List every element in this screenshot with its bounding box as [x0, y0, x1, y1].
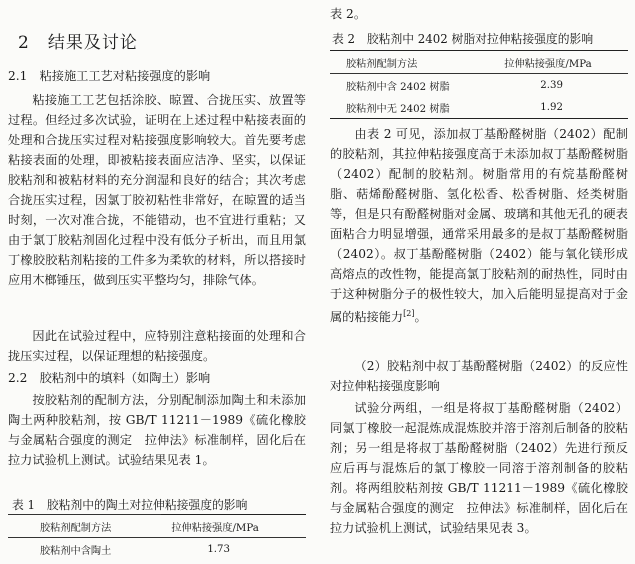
- subsection-2-2-title: 2.2 胶粘剂中的填料（如陶土）影响: [8, 371, 211, 385]
- table2-row1-strength: 2.39: [540, 79, 563, 91]
- table2-row2-method: 胶粘剂中无 2402 树脂: [330, 96, 494, 119]
- table1-header-method: 胶粘剂配制方法: [8, 515, 161, 538]
- table2-header-strength: 拉伸粘接强度/MPa: [494, 51, 628, 74]
- table-row: [330, 96, 628, 119]
- table2-row2-strength: 1.92: [494, 96, 628, 119]
- table2-row1-method: 胶粘剂中含 2402 树脂: [346, 81, 450, 93]
- continued-line: 表 2。: [330, 7, 367, 21]
- table1-cell-method: 胶粘剂中含陶土: [8, 538, 161, 561]
- paragraph-2-1-a: 粘接施工工艺包括涂胶、晾置、合拢压实、放置等过程。但经过多次试验，证明在上述过程中粘接表面的处理和合拢压实过程对粘接强度影响较大。首先要考虑粘接表面的处理，即被粘接表面应洁净、坚实，以保证胶粘剂和被粘材料的充分润湿和良好的结合；其次考虑合拢压实过程，因氯丁胶初粘性非常好，在晾置的适当时刻，一次对准合拢，不能错动，也不宜进行重粘；又由于氯丁胶粘剂固化过程中没有低分子析出，而且用氯丁橡胶胶粘剂粘接的工件多为柔软的材料，所以搭接时应用木榔锤压，做到压实平整均匀，排除气体。: [8, 93, 306, 287]
- paragraph-2-2: 按胶粘剂的配制方法，分别配制添加陶土和未添加陶土两种胶粘剂，按 GB/T 11211－1989《硫化橡胶与金属粘合强度的测定 拉伸法》标准制样，固化后在拉力试验机上测试。试验结果见表 1。: [8, 393, 306, 467]
- table2-header-method: 胶粘剂配制方法: [330, 51, 494, 74]
- subsection-reactivity-title: （2）胶粘剂中叔丁基酚醛树脂（2402）的反应性对拉伸粘接强度影响: [330, 359, 628, 393]
- table1: [8, 514, 306, 560]
- table2-caption: 表 2 胶粘剂中 2402 树脂对拉伸粘接强度的影响: [332, 32, 594, 46]
- paragraph-2-1-b: 因此在试验过程中，应特别注意粘接面的处理和合拢压实过程，以保证理想的粘接强度。: [8, 329, 306, 363]
- paragraph-table2-end: 。: [414, 310, 427, 325]
- table1-caption: 表 1 胶粘剂中的陶土对拉伸粘接强度的影响: [12, 498, 248, 512]
- subsection-2-1-title: 2.1 粘接施工工艺对粘接强度的影响: [8, 69, 211, 83]
- table1-cell-strength: 1.73: [161, 538, 306, 561]
- table1-header-strength: 拉伸粘接强度/MPa: [161, 515, 306, 538]
- paragraph-reactivity: 试验分两组，一组是将叔丁基酚醛树脂（2402）同氯丁橡胶一起混炼成混炼胶并溶于溶剂后制备的胶粘剂；另一组是将叔丁基酚醛树脂（2402）先进行预反应后再与混炼后的氯丁橡胶一同溶于溶剂制备的胶粘剂。将两组胶粘剂按 GB/T 11211－1989《硫化橡胶与金属粘合强度的测定 拉伸法》标准制样，固化后在拉力试验机上测试，试验结果见表 3。: [330, 401, 628, 535]
- table-row: [330, 74, 628, 97]
- table1-header-row: [8, 515, 306, 538]
- paragraph-table2-text: 由表 2 可见，添加叔丁基酚醛树脂（2402）配制的胶粘剂，其拉伸粘接强度高于未添加叔丁基酚醛树脂（2402）配制的胶粘剂。树脂常用的有烷基酚醛树脂、萜烯酚醛树脂、氢化松香、松香树脂、烃类树脂等，但是只有酚醛树脂对金属、玻璃和其他无孔的硬表面粘合力明显增强，通常采用最多的是叔丁基酚醛树脂（2402）。叔丁基酚醛树脂（2402）能与氧化镁形成高熔点的改性物，能提高氯丁胶粘剂的耐热性，同时由于这种树脂分子的极性较大，加入后能明显提高对于金属的粘接能力: [330, 127, 628, 325]
- paragraph-table2-discussion: [330, 124, 628, 327]
- section-title: 2 结果及讨论: [18, 33, 138, 53]
- table2: [330, 50, 628, 119]
- citation-2: [2]: [403, 309, 415, 318]
- table2-header-row: [330, 51, 628, 74]
- table-row: [8, 538, 306, 561]
